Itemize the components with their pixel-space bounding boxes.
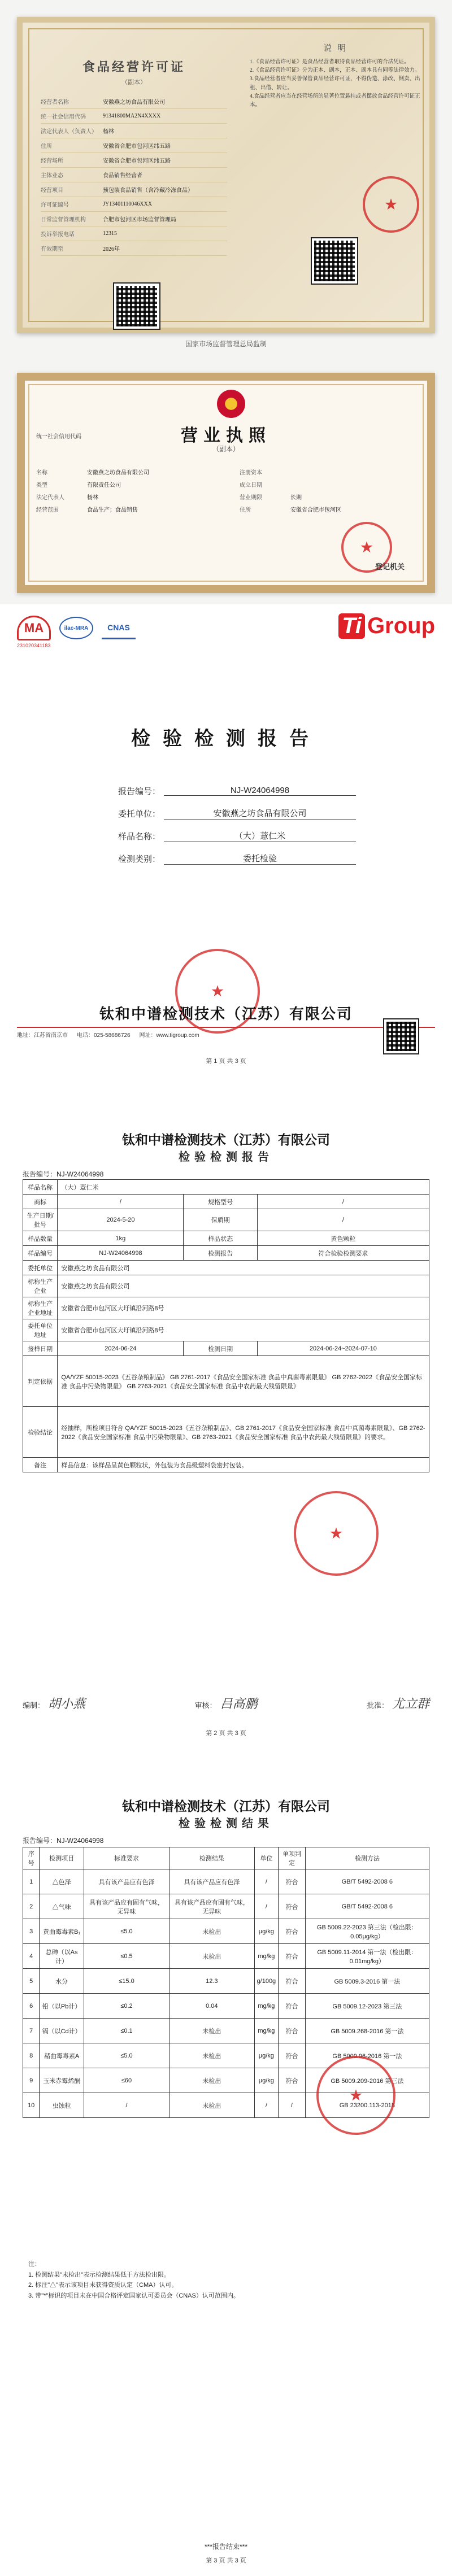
row-label: 备注	[23, 1458, 58, 1472]
table-cell: △气味	[40, 1894, 84, 1919]
food-license-field	[41, 168, 227, 182]
table-row	[23, 2019, 429, 2043]
row-label: 样品状态	[184, 1231, 257, 1246]
table-cell: mg/kg	[254, 1944, 279, 1969]
table-cell: 未检出	[169, 2043, 254, 2068]
business-license-field	[240, 503, 415, 515]
table-cell: ≤0.1	[84, 2019, 169, 2043]
report-title: 检验检测报告	[179, 1151, 273, 1163]
table-cell: △色泽	[40, 1869, 84, 1894]
table-cell: GB 5009.268-2016 第一法	[305, 2019, 429, 2043]
table-cell: /	[279, 2093, 306, 2118]
table-cell: 黄曲霉毒素B₁	[40, 1919, 84, 1944]
row-label: 接样日期	[23, 1341, 58, 1356]
field-label: 样品名称：	[118, 831, 160, 842]
certification-logos	[17, 616, 186, 650]
field-label: 注册资本	[240, 469, 262, 476]
note-line: 注：	[28, 2261, 41, 2268]
row-value: 安徽省合肥市包河区大圩镇沿河路8号	[58, 1319, 429, 1341]
row-value: 经抽样，所检项目符合 QA/YZF 50015-2023《五谷杂粮制品》、GB 2761-2017《食品安全国家标准 食品中真菌毒素限量》、GB 2762-2022《食品安全国家标准 食品中污染物限量》、GB 2763-2021《食品安全国家标准 食品中农药最大残留限量》的要求。	[58, 1407, 429, 1458]
field-label: 法定代表人	[36, 494, 64, 501]
table-cell: 具有该产品应有色泽	[169, 1869, 254, 1894]
official-seal-icon: ★	[341, 522, 392, 573]
table-cell: 5	[23, 1969, 40, 1994]
registration-authority: 登记机关	[375, 563, 405, 571]
food-license-notes-heading: 说明	[323, 44, 351, 53]
field-value: 委托检验	[164, 852, 356, 865]
row-value: 2024-5-20	[58, 1209, 184, 1231]
cma-number: 231020341183	[17, 643, 51, 648]
table-cell: 0.04	[169, 1994, 254, 2019]
column-header: 检测项目	[40, 1847, 84, 1869]
note-line: 1.《食品经营许可证》是食品经营者取得食品经营许可的合法凭证。	[250, 59, 410, 65]
business-license-document	[17, 373, 435, 593]
qr-code-icon	[114, 284, 159, 329]
table-cell: ≤60	[84, 2068, 169, 2093]
row-value: 样品信息：该样品呈黄色颗粒状，外包装为食品级塑料袋密封包装。	[58, 1458, 429, 1472]
row-label: 检测日期	[184, 1341, 257, 1356]
table-cell: μg/kg	[254, 2068, 279, 2093]
food-license-left-panel	[35, 35, 233, 323]
field-value: 安徽省合肥市包河区纬五路	[103, 158, 171, 164]
food-license-section	[0, 0, 452, 361]
table-cell: 9	[23, 2068, 40, 2093]
field-value: 91341800MA2N4XXXX	[103, 113, 161, 119]
row-label: 样品名称	[23, 1180, 58, 1195]
field-label: 成立日期	[240, 482, 262, 489]
field-label: 住所	[41, 143, 52, 150]
cover-field	[113, 847, 356, 870]
food-license-document	[17, 17, 435, 333]
report-cover-section	[0, 604, 452, 1096]
report-info-table	[23, 1179, 429, 1472]
table-row	[23, 1261, 429, 1275]
table-cell: 符合	[279, 2043, 306, 2068]
row-value: 1kg	[58, 1231, 184, 1246]
table-cell: mg/kg	[254, 1994, 279, 2019]
table-cell: 铅（以Pb计）	[40, 1994, 84, 2019]
results-notes	[28, 2259, 424, 2302]
field-label: 经营场所	[41, 158, 63, 164]
table-cell: 具有该产品应有色泽	[84, 1869, 169, 1894]
table-cell: 未检出	[169, 1919, 254, 1944]
table-row	[23, 1407, 429, 1458]
table-cell: ≤15.0	[84, 1969, 169, 1994]
field-label: 统一社会信用代码	[41, 114, 86, 120]
field-label: 经营范围	[36, 507, 59, 513]
business-license-field	[36, 478, 223, 490]
table-cell: 8	[23, 2043, 40, 2068]
column-header: 检测结果	[169, 1847, 254, 1869]
field-value: 合肥市包河区市场监督管理局	[103, 217, 176, 223]
table-cell: 未检出	[169, 1944, 254, 1969]
field-value: 2026年	[103, 246, 120, 252]
table-cell: GB 5009.12-2023 第三法	[305, 1994, 429, 2019]
table-header-row	[23, 1847, 429, 1869]
field-value: 有限责任公司	[87, 482, 121, 489]
report-cover-fields	[113, 779, 356, 870]
table-cell: 符合	[279, 1944, 306, 1969]
table-cell: 符合	[279, 2019, 306, 2043]
table-row	[23, 1195, 429, 1209]
field-value: 安徽燕之坊食品有限公司	[164, 807, 356, 820]
row-label: 检测报告	[184, 1246, 257, 1261]
row-label: 判定依据	[23, 1356, 58, 1407]
table-cell: GB 5009.209-2016 第三法	[305, 2068, 429, 2093]
national-emblem-icon	[217, 390, 245, 418]
table-row	[23, 1944, 429, 1969]
row-label: 商标	[23, 1195, 58, 1209]
official-seal-icon: ★	[363, 176, 419, 233]
table-cell: /	[254, 2093, 279, 2118]
field-label: 经营项目	[41, 188, 63, 194]
food-license-subtitle: （副本）	[121, 79, 146, 86]
row-label: 检验结论	[23, 1407, 58, 1458]
table-cell: 符合	[279, 1919, 306, 1944]
report-number: 报告编号：NJ-W24064998	[23, 1837, 104, 1845]
table-cell: 7	[23, 2019, 40, 2043]
table-cell: 符合	[279, 1994, 306, 2019]
food-license-field	[41, 241, 227, 256]
table-row	[23, 1356, 429, 1407]
table-cell: 符合	[279, 2068, 306, 2093]
note-line: 1. 检测结果"未检出"表示检测结果低于方法检出限。	[28, 2271, 171, 2278]
food-license-field	[41, 197, 227, 212]
report-cover-company: 钛和中谱检测技术（江苏）有限公司	[99, 1005, 353, 1022]
table-row	[23, 1297, 429, 1319]
table-cell: /	[254, 1894, 279, 1919]
field-value: 长期	[290, 494, 302, 501]
table-row	[23, 1919, 429, 1944]
row-value: 安徽省合肥市包河区大圩镇沿河路8号	[58, 1297, 429, 1319]
business-license-field	[240, 490, 415, 503]
table-cell: 6	[23, 1994, 40, 2019]
table-cell: GB 5009.3-2016 第一法	[305, 1969, 429, 1994]
qr-code-icon	[312, 238, 357, 284]
food-license-notes	[244, 58, 431, 110]
table-cell: 1	[23, 1869, 40, 1894]
field-value: 安徽燕之坊食品有限公司	[87, 469, 149, 476]
table-cell: 总砷（以As计）	[40, 1944, 84, 1969]
field-label: 住所	[240, 507, 251, 513]
cma-logo-icon: MA	[17, 616, 51, 640]
table-cell: 未检出	[169, 2093, 254, 2118]
row-value: （大）薏仁米	[58, 1180, 429, 1195]
ilac-logo-icon: ilac-MRA	[59, 617, 93, 639]
row-value: NJ-W24064998	[58, 1246, 184, 1261]
table-row	[23, 1319, 429, 1341]
table-cell: GB 5009.11-2014 第一法（检出限：0.01mg/kg）	[305, 1944, 429, 1969]
note-line: 3.食品经营者应当妥善保管食品经营许可证，不得伪造、涂改、倒卖、出租、出借、转让。	[250, 76, 420, 91]
food-license-fields	[35, 94, 233, 256]
field-value: 食品销售经营者	[103, 173, 142, 179]
business-license-fields-left	[36, 465, 223, 515]
field-value: JY13401110046XXX	[103, 201, 153, 207]
field-value: NJ-W24064998	[164, 786, 356, 796]
footer-phone: 电话：025-58686726	[77, 1032, 131, 1039]
table-cell: 未检出	[169, 2019, 254, 2043]
field-label: 检测类别：	[118, 854, 160, 864]
business-license-field	[240, 465, 415, 478]
table-cell: GB 5009.22-2023 第三法（检出限：0.05μg/kg）	[305, 1919, 429, 1944]
table-cell: 未检出	[169, 2068, 254, 2093]
official-seal-icon: ★	[316, 2056, 395, 2135]
signature-name: 胡小燕	[48, 1697, 86, 1711]
row-value: 2024-06-24~2024-07-10	[257, 1341, 429, 1356]
table-cell: 水分	[40, 1969, 84, 1994]
row-value: /	[257, 1195, 429, 1209]
table-cell: 符合	[279, 1969, 306, 1994]
food-license-title: 食品经营许可证	[82, 60, 185, 74]
business-license-subtitle: （副本）	[212, 445, 240, 453]
table-cell: GB 5009.96-2016 第一法	[305, 2043, 429, 2068]
field-label: 经营者名称	[41, 99, 69, 106]
table-cell: GB/T 5492-2008 6	[305, 1869, 429, 1894]
note-line: 3. 带"*"标识的项目未在中国合格评定国家认可委员会（CNAS）认可范围内。	[28, 2292, 240, 2300]
field-label: 日常监督管理机构	[41, 217, 86, 223]
table-cell: ≤0.2	[84, 1994, 169, 2019]
table-cell: ≤0.5	[84, 1944, 169, 1969]
table-cell: μg/kg	[254, 2043, 279, 2068]
report-end-mark: ***报告结束***	[204, 2543, 248, 2551]
field-value: （大）薏仁米	[164, 830, 356, 842]
signature-name: 尤立群	[392, 1697, 429, 1711]
row-label: 规格型号	[184, 1195, 257, 1209]
cover-field	[113, 779, 356, 802]
field-label: 类型	[36, 482, 47, 489]
signature-label: 编制：	[23, 1701, 45, 1710]
business-license-title: 营业执照	[181, 426, 271, 445]
page-indicator: 第 3 页 共 3 页	[206, 2557, 246, 2564]
report-number: 报告编号：NJ-W24064998	[23, 1170, 104, 1178]
signature-label: 批准：	[366, 1701, 389, 1710]
table-row	[23, 1994, 429, 2019]
field-label: 法定代表人（负责人）	[41, 129, 97, 135]
signature-block	[367, 1694, 429, 1712]
table-cell: 4	[23, 1944, 40, 1969]
column-header: 单项判定	[279, 1847, 306, 1869]
field-value: 12315	[103, 230, 117, 237]
field-label: 有效期至	[41, 246, 63, 252]
column-header: 序号	[23, 1847, 40, 1869]
column-header: 标准要求	[84, 1847, 169, 1869]
food-license-field	[41, 109, 227, 124]
table-cell: mg/kg	[254, 2019, 279, 2043]
table-row	[23, 1275, 429, 1297]
field-value: 安徽省合肥市包河区纬五路	[103, 143, 171, 150]
field-label: 委托单位：	[118, 809, 160, 819]
field-value: 杨林	[103, 129, 114, 135]
table-cell: ≤5.0	[84, 2043, 169, 2068]
table-cell: 具有该产品应有固有气味，无异味	[169, 1894, 254, 1919]
table-cell: /	[254, 1869, 279, 1894]
footer-address: 地址：江苏省南京市	[17, 1032, 68, 1039]
signature-block	[194, 1694, 257, 1712]
food-license-field	[41, 153, 227, 168]
field-label: 名称	[36, 469, 47, 476]
report-cover-footer	[17, 1027, 435, 1040]
row-value: 安徽燕之坊食品有限公司	[58, 1275, 429, 1297]
official-seal-icon: ★	[175, 949, 260, 1034]
field-value: 安徽燕之坊食品有限公司	[103, 99, 165, 106]
report-title: 检验检测结果	[179, 1817, 273, 1830]
row-value: 黄色颗粒	[257, 1231, 429, 1246]
table-cell: 12.3	[169, 1969, 254, 1994]
field-label: 营业期限	[240, 494, 262, 501]
tigroup-logo-ti: Ti	[338, 613, 365, 639]
food-license-right-panel	[244, 35, 431, 323]
row-label: 委托单位	[23, 1261, 58, 1275]
report-results-section	[0, 1762, 452, 2576]
tigroup-logo	[338, 613, 435, 639]
note-line: 2.《食品经营许可证》分为正本、副本，正本、副本具有同等法律效力。	[250, 68, 420, 74]
column-header: 单位	[254, 1847, 279, 1869]
table-row	[23, 1869, 429, 1894]
row-label: 样品编号	[23, 1246, 58, 1261]
row-label: 标称生产企业地址	[23, 1297, 58, 1319]
table-cell: 虫蚀粒	[40, 2093, 84, 2118]
field-value: 预包装食品销售（含冷藏冷冻食品）	[103, 188, 193, 194]
qr-code-icon	[384, 1019, 418, 1053]
signature-block	[23, 1694, 85, 1712]
note-line: 2. 标注"△"表示该项目未获得资质认定（CMA）认可。	[28, 2282, 178, 2289]
tigroup-logo-group: Group	[367, 613, 435, 638]
table-row	[23, 1209, 429, 1231]
food-license-caption: 国家市场监督管理总局监制	[185, 340, 267, 348]
field-label: 投诉举报电话	[41, 232, 75, 238]
row-label: 样品数量	[23, 1231, 58, 1246]
row-value: /	[257, 1209, 429, 1231]
table-cell: g/100g	[254, 1969, 279, 1994]
column-header: 检测方法	[305, 1847, 429, 1869]
table-row	[23, 1246, 429, 1261]
food-license-field	[41, 138, 227, 153]
table-cell: 2	[23, 1894, 40, 1919]
table-cell: GB/T 5492-2008 6	[305, 1894, 429, 1919]
table-cell: 赭曲霉毒素A	[40, 2043, 84, 2068]
table-cell: ≤5.0	[84, 1919, 169, 1944]
table-cell: 符合	[279, 1869, 306, 1894]
table-row	[23, 1231, 429, 1246]
field-label: 报告编号：	[118, 786, 160, 796]
table-cell: 玉米赤霉烯酮	[40, 2068, 84, 2093]
row-value: 2024-06-24	[58, 1341, 184, 1356]
business-license-field	[36, 490, 223, 503]
food-license-field	[41, 212, 227, 226]
field-value: 食品生产；食品销售	[87, 507, 138, 513]
food-license-field	[41, 124, 227, 138]
page-indicator: 第 1 页 共 3 页	[206, 1058, 246, 1065]
row-value: 符合检验检测要求	[257, 1246, 429, 1261]
field-value: 杨林	[87, 494, 98, 501]
row-label: 生产日期/批号	[23, 1209, 58, 1231]
food-license-frame	[28, 28, 424, 322]
row-label: 保质期	[184, 1209, 257, 1231]
table-cell: μg/kg	[254, 1919, 279, 1944]
cover-field	[113, 802, 356, 825]
table-cell: 具有该产品应有固有气味，无异味	[84, 1894, 169, 1919]
report-company: 钛和中谱检测技术（江苏）有限公司	[122, 1799, 330, 1814]
table-row	[23, 1969, 429, 1994]
table-cell: 符合	[279, 1894, 306, 1919]
business-license-fields-right	[240, 465, 415, 515]
business-license-section	[0, 361, 452, 604]
business-license-field	[240, 478, 415, 490]
table-row	[23, 1458, 429, 1472]
food-license-field	[41, 226, 227, 241]
note-line: 4.食品经营者应当在经营场所的显著位置悬挂或者摆放食品经营许可证正本。	[250, 93, 420, 108]
field-value: 安徽省合肥市包河区	[290, 507, 341, 513]
official-seal-icon: ★	[294, 1491, 379, 1576]
report-info-section	[0, 1096, 452, 1762]
business-license-field	[36, 503, 223, 515]
food-license-field	[41, 182, 227, 197]
table-cell: 3	[23, 1919, 40, 1944]
row-label: 标称生产企业	[23, 1275, 58, 1297]
cnas-logo-icon: CNAS	[102, 617, 136, 639]
field-label: 许可证编号	[41, 202, 69, 208]
food-license-field	[41, 94, 227, 109]
table-row	[23, 1894, 429, 1919]
signature-name: 吕高鹏	[220, 1697, 258, 1711]
table-row	[23, 1180, 429, 1195]
row-label: 委托单位地址	[23, 1319, 58, 1341]
cover-field	[113, 825, 356, 847]
table-cell: GB 23200.113-2018	[305, 2093, 429, 2118]
signature-row	[23, 1694, 429, 1712]
row-value: /	[58, 1195, 184, 1209]
table-cell: 镉（以Cd计）	[40, 2019, 84, 2043]
report-company: 钛和中谱检测技术（江苏）有限公司	[122, 1132, 330, 1147]
report-cover-title: 检验检测报告	[131, 728, 321, 749]
table-cell: 10	[23, 2093, 40, 2118]
table-cell: /	[84, 2093, 169, 2118]
footer-website[interactable]: 网址：www.tigroup.com	[139, 1032, 199, 1039]
field-label: 主体业态	[41, 173, 63, 179]
signature-label: 审核：	[194, 1701, 217, 1710]
business-license-field	[36, 465, 223, 478]
credit-code-label: 统一社会信用代码	[36, 434, 81, 440]
page-indicator: 第 2 页 共 3 页	[206, 1730, 246, 1737]
row-value: QA/YZF 50015-2023《五谷杂粮制品》 GB 2761-2017《食品安全国家标准 食品中真菌毒素限量》 GB 2762-2022《食品安全国家标准 食品中污染物限量》 GB 2763-2021《食品安全国家标准 食品中农药最大残留限量》	[58, 1356, 429, 1407]
table-row	[23, 1341, 429, 1356]
row-value: 安徽燕之坊食品有限公司	[58, 1261, 429, 1275]
